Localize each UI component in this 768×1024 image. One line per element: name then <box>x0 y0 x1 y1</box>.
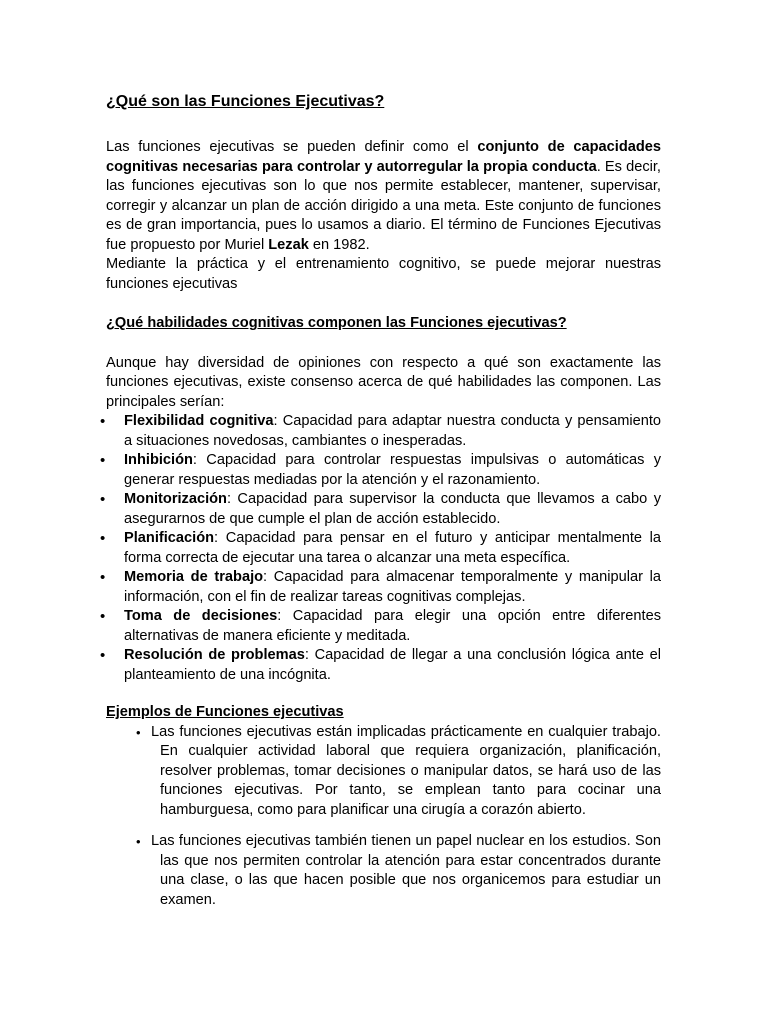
list-item: • Las funciones ejecutivas también tienen un papel nuclear en los estudios. Son las que nos permiten controlar la atención para estar concentrados durante una clase, o las que hacen posible que nos organicemos para estudiar un examen. <box>136 832 661 910</box>
skill-description: : Capacidad para controlar respuestas impulsivas o automáticas y generar respuestas mediadas por la atención y el razonamiento. <box>124 452 661 488</box>
list-item <box>106 607 661 646</box>
section-heading-examples: Ejemplos de Funciones ejecutivas <box>106 704 344 720</box>
list-item <box>106 412 661 451</box>
skill-description: : Capacidad para adaptar nuestra conducta y pensamiento a situaciones novedosas, cambiantes o inesperadas. <box>124 413 661 449</box>
list-item: • Las funciones ejecutivas están implicadas prácticamente en cualquier trabajo. En cualquier actividad laboral que requiera organización, planificación, resolver problemas, tomar decisiones o manipular datos, se hará uso de las funciones ejecutivas. Por tanto, se emplean tanto para cocinar una hamburguesa, como para planificar una cirugía a corazón abierto. <box>136 723 661 821</box>
intro-bold-definition: conjunto de capacidades cognitivas necesarias para controlar y autorregular la propia conducta <box>106 139 661 175</box>
page-title: ¿Qué son las Funciones Ejecutivas? <box>106 93 385 110</box>
intro-paragraph <box>106 138 661 255</box>
intro-paragraph-2: Mediante la práctica y el entrenamiento cognitivo, se puede mejorar nuestras funciones ejecutivas <box>106 256 661 292</box>
intro-text: Las funciones ejecutivas se pueden definir como el <box>106 139 478 155</box>
intro-text: en 1982. <box>308 236 370 253</box>
skill-description: : Capacidad para almacenar temporalmente y manipular la información, con el fin de realizar tareas cognitivas complejas. <box>124 569 661 605</box>
skill-term: Resolución de problemas <box>124 647 305 663</box>
list-item <box>106 646 661 685</box>
list-item <box>106 529 661 568</box>
skill-description: : Capacidad para elegir una opción entre diferentes alternativas de manera eficiente y meditada. <box>124 608 661 644</box>
skill-term: Memoria de trabajo <box>124 569 264 585</box>
examples-list <box>106 723 661 911</box>
list-item <box>106 568 661 607</box>
skill-term: Inhibición <box>124 452 193 468</box>
intro-text: . Es decir, las funciones ejecutivas son lo que nos permite establecer, mantener, supervisar, corregir y alcanzar un plan de acción dirigido a una meta. Este conjunto de funciones es de gran importancia, pues lo usamos a diario. El término de Funciones Ejecutivas fue propuesto por Muriel <box>106 158 661 253</box>
skill-term: Flexibilidad cognitiva <box>124 413 274 429</box>
section-heading-skills: ¿Qué habilidades cognitivas componen las Funciones ejecutivas? <box>106 315 567 331</box>
skills-intro-paragraph: Aunque hay diversidad de opiniones con respecto a qué son exactamente las funciones ejecutivas, existe consenso acerca de qué habilidades las componen. Las principales serían: <box>106 354 661 410</box>
skill-description: : Capacidad para pensar en el futuro y anticipar mentalmente la forma correcta de ejecutar una tarea o alcanzar una meta específica. <box>124 530 661 566</box>
list-item <box>106 490 661 529</box>
intro-bold-author: Lezak <box>268 236 309 253</box>
skill-term: Monitorización <box>124 491 227 507</box>
skill-description: : Capacidad para supervisor la conducta que llevamos a cabo y asegurarnos de que cumple el plan de acción establecido. <box>124 491 661 527</box>
skill-term: Planificación <box>124 530 215 546</box>
skill-description: : Capacidad de llegar a una conclusión lógica ante el planteamiento de una incógnita. <box>124 647 661 683</box>
skill-term: Toma de decisiones <box>124 608 278 624</box>
list-item <box>106 451 661 490</box>
skills-list <box>106 412 661 685</box>
